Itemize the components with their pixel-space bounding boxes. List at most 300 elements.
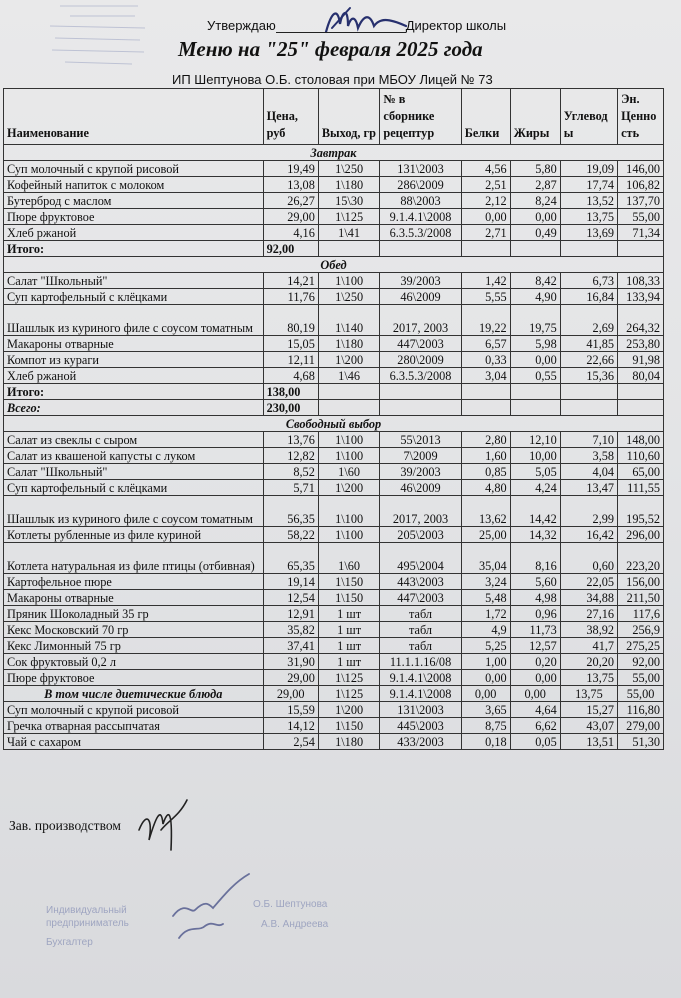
table-cell: 15,05 [263, 336, 318, 352]
table-cell: 10,00 [510, 448, 560, 464]
table-cell: 41,85 [560, 336, 617, 352]
table-cell: 3,58 [560, 448, 617, 464]
table-cell: 5,98 [510, 336, 560, 352]
table-cell: 146,00 [618, 161, 664, 177]
column-header: № в сборнике рецептур [380, 89, 461, 145]
table-cell: 264,32 [618, 305, 664, 336]
owner-signature-icon [165, 870, 265, 950]
table-cell: 223,20 [618, 543, 664, 574]
total-value: 92,00 [263, 241, 318, 257]
table-row [4, 496, 664, 527]
faded-entrepreneur-label: Индивидуальный [46, 905, 127, 916]
table-cell: табл [380, 606, 461, 622]
table-cell: 0,49 [510, 225, 560, 241]
table-cell: 133,94 [618, 289, 664, 305]
dish-name: Кофейный напиток с молоком [4, 177, 264, 193]
table-cell: 8,24 [510, 193, 560, 209]
table-cell: 445\2003 [380, 718, 461, 734]
empty-cell [560, 400, 617, 416]
section-title: Обед [4, 257, 664, 273]
table-cell: 280\2009 [380, 352, 461, 368]
table-cell: 16,84 [560, 289, 617, 305]
table-cell: 8,52 [263, 464, 318, 480]
table-cell: 6.3.5.3/2008 [380, 225, 461, 241]
table-row [4, 718, 664, 734]
table-row [4, 734, 664, 750]
table-cell: 20,20 [560, 654, 617, 670]
dish-name: Картофельное пюре [4, 574, 264, 590]
table-cell: 34,88 [560, 590, 617, 606]
table-cell: 56,35 [263, 496, 318, 527]
table-cell: 13,75 [560, 686, 617, 702]
faded-accountant-name: А.В. Андреева [261, 919, 329, 930]
table-cell: 1,42 [461, 273, 510, 289]
total-label: Итого: [4, 241, 264, 257]
empty-cell [318, 384, 380, 400]
table-cell: 286\2009 [380, 177, 461, 193]
section-header-row [4, 145, 664, 161]
table-cell: 5,80 [510, 161, 560, 177]
table-row [4, 273, 664, 289]
table-cell: 253,80 [618, 336, 664, 352]
table-row [4, 352, 664, 368]
table-row [4, 368, 664, 384]
production-manager-label: Зав. производством [9, 818, 121, 833]
table-cell: 5,25 [461, 638, 510, 654]
table-cell: 116,80 [618, 702, 664, 718]
dish-name: Салат "Школьный" [4, 464, 264, 480]
dish-name: Сок фруктовый 0,2 л [4, 654, 264, 670]
table-cell: 0,05 [510, 734, 560, 750]
table-cell: 13,75 [560, 209, 617, 225]
table-cell: 2,87 [510, 177, 560, 193]
table-cell: 0,00 [461, 686, 510, 702]
table-cell: 1\140 [318, 305, 380, 336]
column-header: Выход, гр [318, 89, 380, 145]
table-cell: 2,51 [461, 177, 510, 193]
column-header: Углевод ы [560, 89, 617, 145]
table-cell: 1\60 [318, 543, 380, 574]
table-cell: 2,12 [461, 193, 510, 209]
empty-cell [318, 241, 380, 257]
dish-name: Шашлык из куриного филе с соусом томатным [4, 496, 264, 527]
table-cell: 80,04 [618, 368, 664, 384]
table-cell: 0,18 [461, 734, 510, 750]
section-title: Свободный выбор [4, 416, 664, 432]
table-row [4, 622, 664, 638]
table-cell: 13,76 [263, 432, 318, 448]
table-cell: 6.3.5.3/2008 [380, 368, 461, 384]
table-cell: 4,9 [461, 622, 510, 638]
table-cell: 12,91 [263, 606, 318, 622]
table-row [4, 336, 664, 352]
table-cell: 31,90 [263, 654, 318, 670]
table-cell: 1\180 [318, 734, 380, 750]
table-cell: 0,00 [510, 670, 560, 686]
table-cell: 0,20 [510, 654, 560, 670]
dish-name: Гречка отварная рассыпчатая [4, 718, 264, 734]
table-cell: 0,85 [461, 464, 510, 480]
table-cell: 91,98 [618, 352, 664, 368]
table-cell: 5,48 [461, 590, 510, 606]
table-cell: 4,56 [461, 161, 510, 177]
table-cell: 1,00 [461, 654, 510, 670]
total-value: 138,00 [263, 384, 318, 400]
table-cell: 35,82 [263, 622, 318, 638]
table-cell: 29,00 [263, 670, 318, 686]
empty-cell [510, 384, 560, 400]
table-cell: 6,57 [461, 336, 510, 352]
page-title: Меню на "25" февраля 2025 года [178, 37, 483, 61]
total-label: Итого: [4, 384, 264, 400]
table-cell: 11.1.1.16/08 [380, 654, 461, 670]
table-cell: 1\125 [318, 209, 380, 225]
dish-name: Суп картофельный с клёцками [4, 289, 264, 305]
total-row [4, 241, 664, 257]
table-cell: 19,09 [560, 161, 617, 177]
table-cell: 106,82 [618, 177, 664, 193]
table-cell: 1\125 [318, 670, 380, 686]
table-cell: 4,24 [510, 480, 560, 496]
table-cell: 2017, 2003 [380, 496, 461, 527]
empty-cell [461, 384, 510, 400]
table-cell: 19,49 [263, 161, 318, 177]
table-cell: 12,54 [263, 590, 318, 606]
table-cell: 1\150 [318, 718, 380, 734]
grand-total-value: 230,00 [263, 400, 318, 416]
table-cell: 26,27 [263, 193, 318, 209]
table-cell: 1\200 [318, 352, 380, 368]
dish-name: Пряник Шоколадный 35 гр [4, 606, 264, 622]
table-cell: 13,08 [263, 177, 318, 193]
table-cell: 14,42 [510, 496, 560, 527]
table-cell: 29,00 [263, 686, 318, 702]
table-row [4, 638, 664, 654]
table-cell: 1 шт [318, 654, 380, 670]
empty-cell [560, 384, 617, 400]
table-row [4, 193, 664, 209]
column-header: Наименование [4, 89, 264, 145]
empty-cell [380, 384, 461, 400]
table-cell: 0,00 [461, 209, 510, 225]
table-cell: 58,22 [263, 527, 318, 543]
table-cell: 13,69 [560, 225, 617, 241]
dish-name: Макароны отварные [4, 590, 264, 606]
empty-cell [318, 400, 380, 416]
table-cell: 41,7 [560, 638, 617, 654]
section-header-row [4, 257, 664, 273]
dish-name: Салат из квашеной капусты с луком [4, 448, 264, 464]
table-cell: 9.1.4.1\2008 [380, 670, 461, 686]
table-cell: 1\100 [318, 448, 380, 464]
table-cell: 55,00 [618, 209, 664, 225]
section-header-row [4, 416, 664, 432]
table-cell: 110,60 [618, 448, 664, 464]
table-cell: 13,47 [560, 480, 617, 496]
dish-name: Компот из кураги [4, 352, 264, 368]
table-cell: 279,00 [618, 718, 664, 734]
table-row [4, 464, 664, 480]
table-cell: 8,42 [510, 273, 560, 289]
table-cell: 131\2003 [380, 702, 461, 718]
dish-name: Салат из свеклы с сыром [4, 432, 264, 448]
table-cell: 88\2003 [380, 193, 461, 209]
table-cell: 15,36 [560, 368, 617, 384]
table-row [4, 225, 664, 241]
table-cell: 1\41 [318, 225, 380, 241]
table-cell: 111,55 [618, 480, 664, 496]
table-cell: 22,66 [560, 352, 617, 368]
approver-title: Директор школы [405, 18, 507, 33]
empty-cell [461, 241, 510, 257]
dish-name: Суп молочный с крупой рисовой [4, 161, 264, 177]
menu-body [4, 145, 664, 750]
table-cell: 65,35 [263, 543, 318, 574]
table-cell: 16,42 [560, 527, 617, 543]
table-cell: 195,52 [618, 496, 664, 527]
table-cell: 4,98 [510, 590, 560, 606]
table-cell: 15,27 [560, 702, 617, 718]
table-cell: 37,41 [263, 638, 318, 654]
table-cell: 14,12 [263, 718, 318, 734]
organization-name: ИП Шептунова О.Б. столовая при МБОУ Лицей № 73 [172, 72, 493, 87]
table-row [4, 590, 664, 606]
table-cell: 1\100 [318, 273, 380, 289]
table-cell: 108,33 [618, 273, 664, 289]
table-cell: 0,00 [461, 670, 510, 686]
table-cell: 211,50 [618, 590, 664, 606]
table-cell: 22,05 [560, 574, 617, 590]
table-cell: 2,54 [263, 734, 318, 750]
table-cell: табл [380, 638, 461, 654]
table-row [4, 702, 664, 718]
table-cell: 7\2009 [380, 448, 461, 464]
table-cell: 8,16 [510, 543, 560, 574]
section-title: Завтрак [4, 145, 664, 161]
table-cell: 39/2003 [380, 464, 461, 480]
table-cell: 447\2003 [380, 590, 461, 606]
table-cell: 1\46 [318, 368, 380, 384]
table-cell: 13,75 [560, 670, 617, 686]
column-header: Жиры [510, 89, 560, 145]
menu-table [3, 88, 664, 750]
table-cell: 5,71 [263, 480, 318, 496]
table-cell: 7,10 [560, 432, 617, 448]
table-cell: 137,70 [618, 193, 664, 209]
table-cell: 38,92 [560, 622, 617, 638]
table-row [4, 670, 664, 686]
table-cell: 1\200 [318, 480, 380, 496]
table-cell: 27,16 [560, 606, 617, 622]
column-header: Цена, руб [263, 89, 318, 145]
table-cell: 46\2009 [380, 289, 461, 305]
table-cell: 12,10 [510, 432, 560, 448]
table-cell: 2,80 [461, 432, 510, 448]
table-cell: 0,96 [510, 606, 560, 622]
table-row [4, 654, 664, 670]
table-cell: 13,51 [560, 734, 617, 750]
table-cell: 2,99 [560, 496, 617, 527]
approval-line [207, 18, 527, 33]
table-cell: 0,00 [510, 352, 560, 368]
table-cell: 19,22 [461, 305, 510, 336]
table-row [4, 527, 664, 543]
stamp-icon [20, 0, 170, 72]
table-cell: 15\30 [318, 193, 380, 209]
table-cell: 0,55 [510, 368, 560, 384]
table-cell: 19,75 [510, 305, 560, 336]
table-row [4, 289, 664, 305]
table-cell: 0,33 [461, 352, 510, 368]
dish-name: Кекс Лимонный 75 гр [4, 638, 264, 654]
table-row [4, 177, 664, 193]
section-header-row [4, 686, 664, 702]
table-cell: 55\2013 [380, 432, 461, 448]
table-cell: 495\2004 [380, 543, 461, 574]
grand-total-row [4, 400, 664, 416]
table-cell: 55,00 [618, 686, 664, 702]
table-cell: 3,04 [461, 368, 510, 384]
production-signature-icon [133, 790, 193, 860]
table-cell: 65,00 [618, 464, 664, 480]
table-cell: 156,00 [618, 574, 664, 590]
dish-name: Макароны отварные [4, 336, 264, 352]
empty-cell [510, 400, 560, 416]
table-row [4, 606, 664, 622]
table-cell: 205\2003 [380, 527, 461, 543]
table-cell: 1\100 [318, 527, 380, 543]
table-row [4, 480, 664, 496]
table-cell: 15,59 [263, 702, 318, 718]
table-cell: 1\250 [318, 289, 380, 305]
dish-name: Суп картофельный с клёцками [4, 480, 264, 496]
dish-name: Пюре фруктовое [4, 209, 264, 225]
table-cell: 433/2003 [380, 734, 461, 750]
table-cell: 17,74 [560, 177, 617, 193]
empty-cell [461, 400, 510, 416]
table-cell: 4,04 [560, 464, 617, 480]
table-cell: 1\150 [318, 590, 380, 606]
section-title: В том числе диетические блюда [4, 686, 264, 702]
table-row [4, 543, 664, 574]
table-cell: 14,32 [510, 527, 560, 543]
table-cell: 117,6 [618, 606, 664, 622]
table-cell: 13,62 [461, 496, 510, 527]
dish-name: Котлеты рубленные из филе куриной [4, 527, 264, 543]
table-cell: 2,69 [560, 305, 617, 336]
table-cell: 3,65 [461, 702, 510, 718]
table-cell: 1\100 [318, 432, 380, 448]
table-cell: 1\125 [318, 686, 380, 702]
dish-name: Пюре фруктовое [4, 670, 264, 686]
total-row [4, 384, 664, 400]
table-cell: 39/2003 [380, 273, 461, 289]
table-cell: 275,25 [618, 638, 664, 654]
table-cell: 9.1.4.1\2008 [380, 686, 461, 702]
empty-cell [618, 241, 664, 257]
school-stamp [20, 0, 170, 72]
table-cell: 1\200 [318, 702, 380, 718]
table-cell: 55,00 [618, 670, 664, 686]
table-row [4, 432, 664, 448]
table-cell: 4,80 [461, 480, 510, 496]
table-cell: 6,73 [560, 273, 617, 289]
table-cell: 1\180 [318, 177, 380, 193]
empty-cell [560, 241, 617, 257]
table-row [4, 574, 664, 590]
table-cell: 5,55 [461, 289, 510, 305]
table-cell: 12,57 [510, 638, 560, 654]
faded-accountant-label: Бухгалтер [46, 937, 93, 948]
table-cell: 4,90 [510, 289, 560, 305]
table-cell: 1 шт [318, 622, 380, 638]
table-cell: 1,72 [461, 606, 510, 622]
empty-cell [618, 384, 664, 400]
table-row [4, 305, 664, 336]
table-cell: 2017, 2003 [380, 305, 461, 336]
table-cell: 1\100 [318, 496, 380, 527]
dish-name: Салат "Школьный" [4, 273, 264, 289]
faded-owner-name: О.Б. Шептунова [253, 899, 328, 910]
table-cell: 92,00 [618, 654, 664, 670]
table-cell: 1,60 [461, 448, 510, 464]
dish-name: Суп молочный с крупой рисовой [4, 702, 264, 718]
table-cell: 131\2003 [380, 161, 461, 177]
dish-name: Хлеб ржаной [4, 368, 264, 384]
column-header: Белки [461, 89, 510, 145]
table-cell: 46\2009 [380, 480, 461, 496]
dish-name: Котлета натуральная из филе птицы (отбивная) [4, 543, 264, 574]
empty-cell [510, 241, 560, 257]
dish-name: Кекс Московский 70 гр [4, 622, 264, 638]
table-cell: 12,11 [263, 352, 318, 368]
table-cell: 1\180 [318, 336, 380, 352]
signature-line [276, 32, 406, 33]
table-cell: 35,04 [461, 543, 510, 574]
grand-total-label: Всего: [4, 400, 264, 416]
table-cell: 1\250 [318, 161, 380, 177]
table-cell: 0,00 [510, 209, 560, 225]
table-cell: 11,76 [263, 289, 318, 305]
table-cell: 8,75 [461, 718, 510, 734]
table-cell: 4,68 [263, 368, 318, 384]
table-cell: 0,60 [560, 543, 617, 574]
table-cell: 13,52 [560, 193, 617, 209]
table-cell: 0,00 [510, 686, 560, 702]
table-cell: 19,14 [263, 574, 318, 590]
table-cell: 3,24 [461, 574, 510, 590]
table-cell: 443\2003 [380, 574, 461, 590]
table-row [4, 448, 664, 464]
dish-name: Хлеб ржаной [4, 225, 264, 241]
table-cell: 6,62 [510, 718, 560, 734]
table-cell: 29,00 [263, 209, 318, 225]
table-cell: 296,00 [618, 527, 664, 543]
table-cell: 4,64 [510, 702, 560, 718]
table-cell: 2,71 [461, 225, 510, 241]
table-cell: 5,60 [510, 574, 560, 590]
table-cell: 148,00 [618, 432, 664, 448]
table-cell: 71,34 [618, 225, 664, 241]
faded-entrepreneur-label: предприниматель [46, 918, 129, 929]
table-cell: 51,30 [618, 734, 664, 750]
table-cell: 11,73 [510, 622, 560, 638]
table-cell: 4,16 [263, 225, 318, 241]
dish-name: Бутерброд с маслом [4, 193, 264, 209]
table-cell: 5,05 [510, 464, 560, 480]
table-cell: 43,07 [560, 718, 617, 734]
table-cell: 12,82 [263, 448, 318, 464]
